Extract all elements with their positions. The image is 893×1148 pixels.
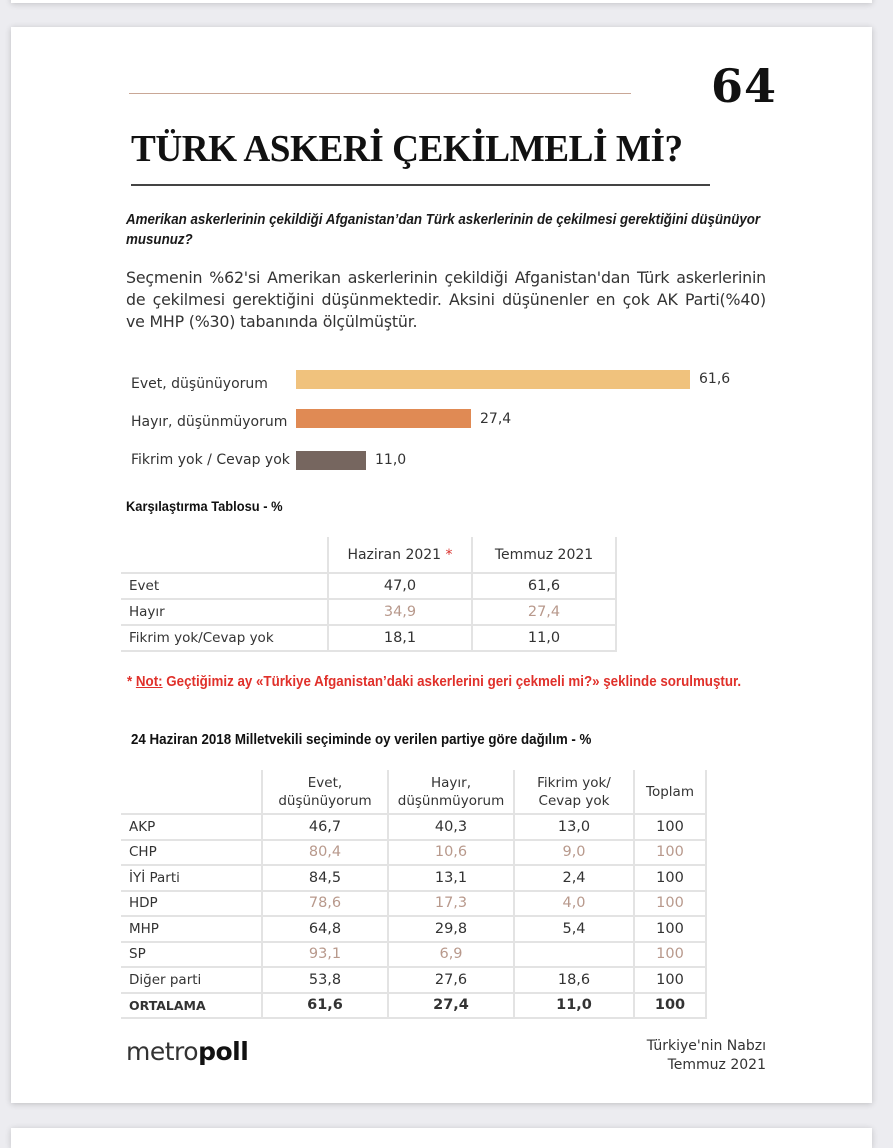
bar-label: Evet, düşünüyorum xyxy=(131,376,268,392)
header-cell: Hayır, düşünmüyorum xyxy=(388,770,514,814)
table-cell: 47,0 xyxy=(328,573,472,599)
header-cell: Fikrim yok/ Cevap yok xyxy=(514,770,634,814)
survey-question: Amerikan askerlerinin çekildiği Afganistan’dan Türk askerlerinin de çekilmesi gerektiğini düşünüyor musunuz? xyxy=(126,212,761,248)
table-cell: 13,0 xyxy=(514,814,634,840)
table-cell xyxy=(514,942,634,968)
table-cell: 100 xyxy=(634,891,706,917)
table-cell: 27,4 xyxy=(388,993,514,1019)
row-label: SP xyxy=(121,942,262,968)
source-info xyxy=(571,1037,766,1075)
table-cell: 11,0 xyxy=(472,625,616,651)
table-cell: 6,9 xyxy=(388,942,514,968)
table-cell: 27,6 xyxy=(388,967,514,993)
table-cell: 100 xyxy=(634,942,706,968)
row-label: ORTALAMA xyxy=(121,993,262,1019)
table-cell: 2,4 xyxy=(514,865,634,891)
logo-text-light: metro xyxy=(126,1037,199,1066)
bar-hayir xyxy=(296,409,471,428)
table-cell: 100 xyxy=(634,967,706,993)
header-label: Haziran 2021 xyxy=(347,546,442,563)
page-title: TÜRK ASKERİ ÇEKİLMELİ Mİ? xyxy=(131,128,683,170)
metropoll-logo xyxy=(126,1037,248,1066)
page-number: 64 xyxy=(711,59,778,113)
row-label: Fikrim yok/Cevap yok xyxy=(121,625,328,651)
bar-evet xyxy=(296,370,690,389)
distribution-table-body xyxy=(121,814,706,1018)
table-cell: 100 xyxy=(634,814,706,840)
table-row xyxy=(121,942,706,968)
source-title: Türkiye'nin Nabzı xyxy=(646,1038,766,1054)
header-cell xyxy=(328,537,472,573)
note-label: Not: xyxy=(135,674,163,690)
note-text: Geçtiğimiz ay «Türkiye Afganistan’daki askerlerini geri çekmeli mi?» şeklinde sorulmuştur. xyxy=(162,674,742,690)
row-label: CHP xyxy=(121,840,262,866)
table-row xyxy=(121,967,706,993)
title-underline xyxy=(131,184,710,186)
table-cell: 18,6 xyxy=(514,967,634,993)
header-cell xyxy=(121,770,262,814)
table-row xyxy=(121,625,616,651)
header-cell: Evet, düşünüyorum xyxy=(262,770,388,814)
comparison-table-title: Karşılaştırma Tablosu - % xyxy=(126,498,283,514)
row-label: Evet xyxy=(121,573,328,599)
table-cell: 100 xyxy=(634,916,706,942)
previous-page-edge xyxy=(11,0,872,3)
table-cell: 4,0 xyxy=(514,891,634,917)
table-row xyxy=(121,916,706,942)
table-cell: 93,1 xyxy=(262,942,388,968)
report-page xyxy=(11,27,872,1103)
next-page-edge xyxy=(11,1128,872,1148)
table-cell: 34,9 xyxy=(328,599,472,625)
table-row xyxy=(121,840,706,866)
footnote xyxy=(127,673,743,692)
row-label: Hayır xyxy=(121,599,328,625)
table-row xyxy=(121,814,706,840)
table-cell: 40,3 xyxy=(388,814,514,840)
table-row xyxy=(121,599,616,625)
distribution-table-title: 24 Haziran 2018 Milletvekili seçiminde oy verilen partiye göre dağılım - % xyxy=(131,732,592,748)
table-cell: 27,4 xyxy=(472,599,616,625)
comparison-table xyxy=(121,537,617,652)
table-cell: 13,1 xyxy=(388,865,514,891)
row-label: İYİ Parti xyxy=(121,865,262,891)
header-cell xyxy=(121,537,328,573)
row-label: HDP xyxy=(121,891,262,917)
table-cell: 80,4 xyxy=(262,840,388,866)
top-divider xyxy=(129,93,631,94)
bar-label: Hayır, düşünmüyorum xyxy=(131,414,288,430)
bar-fikrim-yok xyxy=(296,451,366,470)
note-star: * xyxy=(127,674,133,690)
bar-value-label: 11,0 xyxy=(375,452,407,468)
table-header-row xyxy=(121,770,706,814)
bar-value-label: 27,4 xyxy=(480,411,512,427)
table-row xyxy=(121,865,706,891)
table-cell: 78,6 xyxy=(262,891,388,917)
table-row xyxy=(121,573,616,599)
row-label: AKP xyxy=(121,814,262,840)
table-cell: 84,5 xyxy=(262,865,388,891)
bar-label: Fikrim yok / Cevap yok xyxy=(131,452,290,468)
table-cell: 17,3 xyxy=(388,891,514,917)
table-cell: 64,8 xyxy=(262,916,388,942)
bar-value-label: 61,6 xyxy=(699,371,731,387)
summary-paragraph: Seçmenin %62'si Amerikan askerlerinin çekildiği Afganistan'dan Türk askerlerinin de çekilmesi gerektiğini düşünmektedir. Aksini düşünenler en çok AK Parti(%40) ve MHP (%30) tabanında ölçülmüştür. xyxy=(126,268,766,331)
table-cell: 46,7 xyxy=(262,814,388,840)
table-row xyxy=(121,993,706,1019)
table-cell: 11,0 xyxy=(514,993,634,1019)
table-cell: 61,6 xyxy=(262,993,388,1019)
table-cell: 18,1 xyxy=(328,625,472,651)
table-cell: 100 xyxy=(634,993,706,1019)
distribution-table xyxy=(121,770,707,1019)
footnote-star: * xyxy=(445,546,453,563)
logo-text-bold: poll xyxy=(198,1037,249,1066)
header-cell: Toplam xyxy=(634,770,706,814)
table-cell: 53,8 xyxy=(262,967,388,993)
source-date: Temmuz 2021 xyxy=(667,1057,766,1073)
header-cell: Temmuz 2021 xyxy=(472,537,616,573)
table-cell: 5,4 xyxy=(514,916,634,942)
table-cell: 10,6 xyxy=(388,840,514,866)
row-label: Diğer parti xyxy=(121,967,262,993)
table-cell: 100 xyxy=(634,865,706,891)
table-cell: 61,6 xyxy=(472,573,616,599)
table-cell: 9,0 xyxy=(514,840,634,866)
table-row xyxy=(121,891,706,917)
row-label: MHP xyxy=(121,916,262,942)
table-cell: 29,8 xyxy=(388,916,514,942)
table-header-row xyxy=(121,537,616,573)
table-cell: 100 xyxy=(634,840,706,866)
